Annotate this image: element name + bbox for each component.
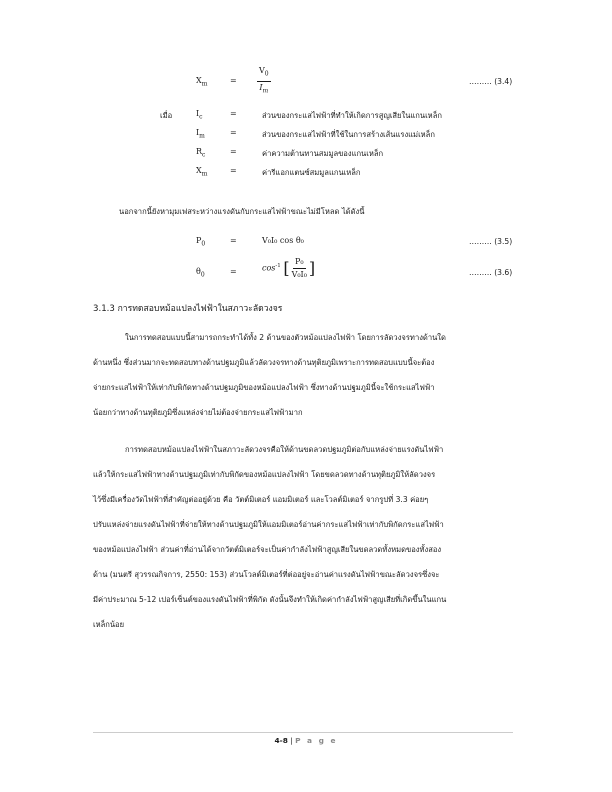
def-3-symbol: [196, 147, 205, 159]
paragraph-2-line: มีค่าประมาณ 5-12 เปอร์เซ็นต์ของแรงดันไฟฟ้าที่พิกัด ดังนั้นจึงทำให้เกิดค่ากำลังไฟฟ้าสูญเสียที่เกิดขึ้นในแกน: [93, 595, 447, 604]
footer-divider: [93, 732, 513, 733]
eq-3-4-number: ……… (3.4): [469, 77, 513, 86]
eq-symbol: X: [196, 76, 202, 85]
def-subscript: m: [199, 132, 205, 140]
paragraph-2-line: ปรับแหล่งจ่ายแรงดันไฟฟ้าที่จ่ายให้ทางด้านปฐมภูมิให้แอมมิเตอร์อ่านค่ากระแสไฟฟ้าเท่ากับพิกัดกระแสไฟฟ้า: [93, 520, 444, 529]
phase-angle-sentence: นอกจากนี้ยังหามุมเฟสระหว่างแรงดันกับกระแสไฟฟ้าขณะไม่มีโหลด ได้ดังนี้: [119, 207, 365, 216]
paragraph-1-line: ในการทดสอบแบบนี้สามารถกระทำได้ทั้ง 2 ด้านของตัวหม้อแปลงไฟฟ้า โดยการลัดวงจรทางด้านใด: [125, 333, 446, 342]
eq-subscript: 0: [201, 240, 206, 248]
paragraph-2-line: ด้าน (มนตรี สุวรรณกิจการ, 2550: 153) ส่วนโวลต์มิเตอร์ที่ต่ออยู่จะอ่านค่าแรงดันไฟฟ้าขณะลัดวงจรซึ่งจะ: [93, 570, 440, 579]
def-symbol: I: [196, 109, 200, 118]
eq-3-5-lhs: [196, 236, 205, 248]
def-subscript: m: [201, 170, 208, 178]
left-bracket: [: [283, 258, 290, 278]
paragraph-2-line: ของหม้อแปลงไฟฟ้า ส่วนค่าที่อ่านได้จากวัตต์มิเตอร์จะเป็นค่ากำลังไฟฟ้าสูญเสียในขดลวดทั้งหมดของทั้งสอง: [93, 545, 442, 554]
eq-numerator-sub: 0: [264, 70, 269, 78]
paragraph-2-line: การทดสอบหม้อแปลงไฟฟ้าในสภาวะลัดวงจรคือให้ด้านขดลวดปฐมภูมิต่อกับแหล่งจ่ายแรงดันไฟฟ้า: [125, 445, 444, 454]
def-1-description: ส่วนของกระแสไฟฟ้าที่ทำให้เกิดการสูญเสียในแกนเหล็ก: [262, 111, 442, 120]
page-footer: [0, 736, 612, 745]
eq-3-6-number: ……… (3.6): [469, 268, 513, 277]
eq-3-6-rhs: [262, 257, 315, 280]
def-4-description: ค่ารีแอกแตนซ์สมมูลแกนเหล็ก: [262, 168, 361, 177]
eq-numerator: V: [259, 66, 265, 75]
eq-3-6-equals: =: [230, 267, 237, 276]
page-number: 4-8: [274, 736, 288, 745]
paragraph-1-line: ด้านหนึ่ง ซึ่งส่วนมากจะทดสอบทางด้านปฐมภูมิแล้วลัดวงจรทางด้านทุติยภูมิเพราะการทดสอบแบบนี้จะต้อง: [93, 358, 435, 367]
eq-subscript: 0: [200, 271, 205, 279]
def-1-symbol: [196, 109, 203, 121]
def-2-equals: =: [230, 128, 237, 137]
def-symbol: R: [196, 147, 203, 156]
eq-denominator: I: [259, 82, 263, 92]
eq-3-4-lhs: [196, 76, 207, 88]
eq-subscript: m: [201, 80, 208, 88]
definitions-intro: เมื่อ: [160, 111, 173, 120]
def-subscript: c: [202, 151, 206, 159]
eq-denominator: V₀I₀: [291, 270, 307, 279]
eq-3-5-number: ……… (3.5): [469, 237, 513, 246]
def-3-equals: =: [230, 147, 237, 156]
cos-function: cos: [262, 263, 276, 273]
paragraph-2-line: ไว้ซึ่งมีเครื่องวัดไฟฟ้าที่สำคัญต่ออยู่ด้วย คือ วัตต์มิเตอร์ แอมมิเตอร์ และโวลต์มิเตอร์ จากรูปที่ 3.3 ค่อยๆ: [93, 495, 429, 504]
eq-3-5-rhs: V₀I₀ cos θ₀: [262, 236, 304, 245]
paragraph-1-line: น้อยกว่าทางด้านทุติยภูมิซึ่งแหล่งจ่ายไม่ต้องจ่ายกระแสไฟฟ้ามาก: [93, 408, 303, 417]
paragraph-2-line: แล้วให้กระแสไฟฟ้าทางด้านปฐมภูมิเท่ากับพิกัดของหม้อแปลงไฟฟ้า โดยขดลวดทางด้านทุติยภูมิให้ลัดวงจร: [93, 470, 436, 479]
eq-3-4-fraction: [257, 66, 271, 96]
def-symbol: X: [196, 166, 202, 175]
eq-symbol: P: [196, 236, 202, 245]
paragraph-1-line: จ่ายกระแสไฟฟ้าให้เท่ากับพิกัดทางด้านปฐมภูมิของหม้อแปลงไฟฟ้า ซึ่งทางด้านปฐมภูมินี้จะใช้กระแสไฟฟ้า: [93, 383, 435, 392]
inverse-superscript: -1: [275, 262, 281, 269]
eq-denominator-sub: m: [262, 87, 269, 95]
eq-numerator: P₀: [293, 257, 306, 269]
footer-separator: |: [287, 736, 296, 745]
section-heading: 3.1.3 การทดสอบหม้อแปลงไฟฟ้าในสภาวะลัดวงจร: [93, 304, 283, 314]
eq-3-4-equals: =: [230, 76, 237, 85]
def-4-symbol: [196, 166, 207, 178]
def-3-description: ค่าความต้านทานสมมูลของแกนเหล็ก: [262, 149, 384, 158]
paragraph-2-line: เหล็กน้อย: [93, 620, 125, 629]
def-2-description: ส่วนของกระแสไฟฟ้าที่ใช้ในการสร้างเส้นแรงแม่เหล็ก: [262, 130, 435, 139]
def-symbol: I: [196, 128, 200, 137]
right-bracket: ]: [308, 258, 316, 278]
eq-3-5-equals: =: [230, 236, 237, 245]
def-1-equals: =: [230, 109, 237, 118]
def-2-symbol: [196, 128, 205, 140]
eq-3-6-lhs: [196, 267, 205, 279]
page-label: P a g e: [295, 736, 338, 745]
def-4-equals: =: [230, 166, 237, 175]
eq-symbol: θ: [196, 267, 201, 276]
def-subscript: c: [199, 113, 203, 121]
